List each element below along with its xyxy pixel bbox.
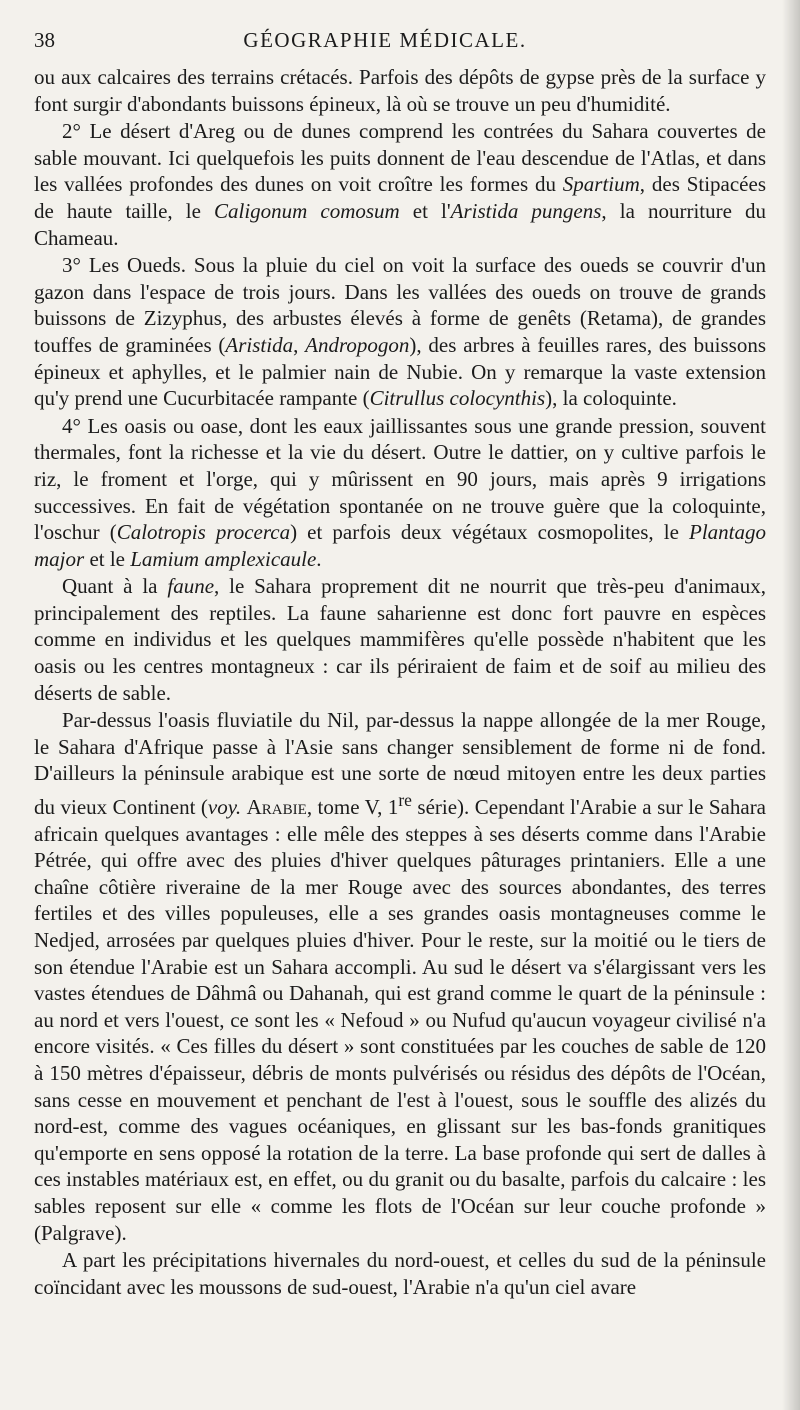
text-span: , tome V, 1 <box>306 795 399 820</box>
italic-term: Aristida <box>225 332 294 357</box>
italic-term: Citrullus colocynthis <box>369 386 546 411</box>
page-edge-shadow <box>782 0 800 1410</box>
small-caps-term: Arabie <box>246 795 307 820</box>
italic-term: Andropogon <box>305 332 410 357</box>
text-span: série). Cependant l'Arabie a sur le Sahara africain quelques avantages : elle mêle des steppes à ses déserts comme dans l'Arabie Pétrée, qui offre avec des pluies d'hiver quelques pâturages printaniers. Elle a une chaîne côtière riveraine de la mer Rouge avec des sources abondantes, des terres fertiles et des villes populeuses, elle a ses grandes oasis montagneuses comme le Nedjed, arrosées par quelques pluies d'hiver. Pour le reste, sur la moitié ou le tiers de son étendue l'Arabie est un Sahara accompli. Au sud le désert va s'élargissant vers les vastes étendues de Dâhmâ ou Dahanah, qui est grand comme le quart de la péninsule : au nord et vers l'ouest, ce sont les « Nefoud » ou Nufud qu'aucun voyageur civilisé n'a encore visités. « Ces filles du désert » sont constituées par les couches de sable de 120 à 150 mètres d'épaisseur, débris de monts pulvérisés ou résidus des dépôts de l'Océan, sans cesse en mouvement et penchant de l'est à l'ouest, sous le souffle des alizés du nord-est, comme des vagues océaniques, en glissant sur les bas-fonds granitiques qu'emporte en sens opposé la rotation de la terre. La base profonde qui sert de dalles à ces instables matériaux est, en effet, ou du granit ou du basalte, parfois du calcaire : les sables reposent sur elle « comme les flots de l'Océan sur leur couche profonde » (Palgrave). <box>34 795 767 1245</box>
text-span: ) et parfois deux végétaux cosmopolites, le <box>290 520 690 545</box>
italic-term: Aristida pungens <box>450 198 602 223</box>
superscript: re <box>398 790 412 811</box>
paragraph-5 <box>34 573 766 706</box>
text-span: , la nourriture du Chameau. <box>34 198 767 250</box>
text-span: et le <box>84 546 131 571</box>
text-span: 3° Les Oueds. Sous la pluie du ciel on voit la surface des oueds se couvrir d'un gazon dans l'espace de trois jours. Dans les vallées des oueds on trouve de grands buissons de Zizyphus, des arbustes élevés à forme de genêts (Retama), de grandes touffes de graminées ( <box>34 253 766 357</box>
text-span: , le Sahara proprement dit ne nourrit que très-peu d'animaux, principalement des reptiles. La faune saharienne est donc fort pauvre en espèces comme en individus et les quelques mammifères qu'elle possède n'habitent que les oasis ou les centres montagneux : car ils périraient de faim et de soif au milieu des déserts de sable. <box>34 574 766 705</box>
text-span: 4° Les oasis ou oase, dont les eaux jaillissantes sous une grande pression, souvent thermales, font la richesse et la vie du désert. Outre le dattier, on y cultive parfois le riz, le froment et l'orge, qui y mûrissent en 90 jours, mais après 9 irrigations successives. En fait de végétation spontanée on ne trouve guère que la coloquinte, l'oschur ( <box>34 413 766 545</box>
italic-term: Caligonum comosum <box>213 198 400 223</box>
text-span: ), des arbres à feuilles rares, des buissons épineux et aphylles, et le palmier nain de Nubie. On y remarque la vaste extension qu'y prend une Cucurbitacée rampante ( <box>34 332 766 411</box>
text-span: , <box>293 332 306 357</box>
paragraph-1: ou aux calcaires des terrains crétacés. Parfois des dépôts de gypse près de la surface y font surgir d'abondants buissons épineux, là où se trouve un peu d'humidité. <box>34 65 766 116</box>
text-span: ), la coloquinte. <box>545 386 677 411</box>
paragraph-6 <box>34 707 766 1246</box>
italic-term: Calotropis procerca <box>116 520 291 545</box>
running-title: GÉOGRAPHIE MÉDICALE. <box>243 28 527 52</box>
italic-term: Lamium amplexicaule <box>130 546 317 571</box>
paragraph-3 <box>34 252 766 412</box>
text-span: Quant à la <box>62 574 168 599</box>
page-number: 38 <box>34 28 55 52</box>
text-span: Par-dessus l'oasis fluviatile du Nil, par-dessus la nappe allongée de la mer Rouge, le Sahara d'Afrique passe à l'Asie sans changer sensiblement de forme ni de fond. D'ailleurs la péninsule arabique est une sorte de nœud mitoyen entre les deux parties du vieux Continent ( <box>34 708 766 820</box>
page-header <box>34 28 766 64</box>
paragraph-2 <box>34 118 766 251</box>
italic-term: faune <box>167 574 215 599</box>
italic-term: voy. <box>207 795 242 820</box>
text-span: et l' <box>399 198 451 223</box>
text-span: 2° Le désert d'Areg ou de dunes comprend les contrées du Sahara couvertes de sable mouvant. Ici quelquefois les puits donnent de l'eau descendue de l'Atlas, et dans les vallées profondes des dunes on voit croître les formes du <box>34 119 766 197</box>
italic-term: Plantago major <box>34 520 767 571</box>
text-span: , des Stipacées de haute taille, le <box>34 172 766 223</box>
italic-term: Spartium <box>562 172 640 197</box>
paragraph-4 <box>34 413 766 573</box>
paragraph-7: A part les précipitations hivernales du nord-ouest, et celles du sud de la péninsule coïncidant avec les moussons de sud-ouest, l'Arabie n'a qu'un ciel avare <box>34 1248 766 1299</box>
page-body <box>34 64 766 1300</box>
text-span: . <box>316 546 322 571</box>
